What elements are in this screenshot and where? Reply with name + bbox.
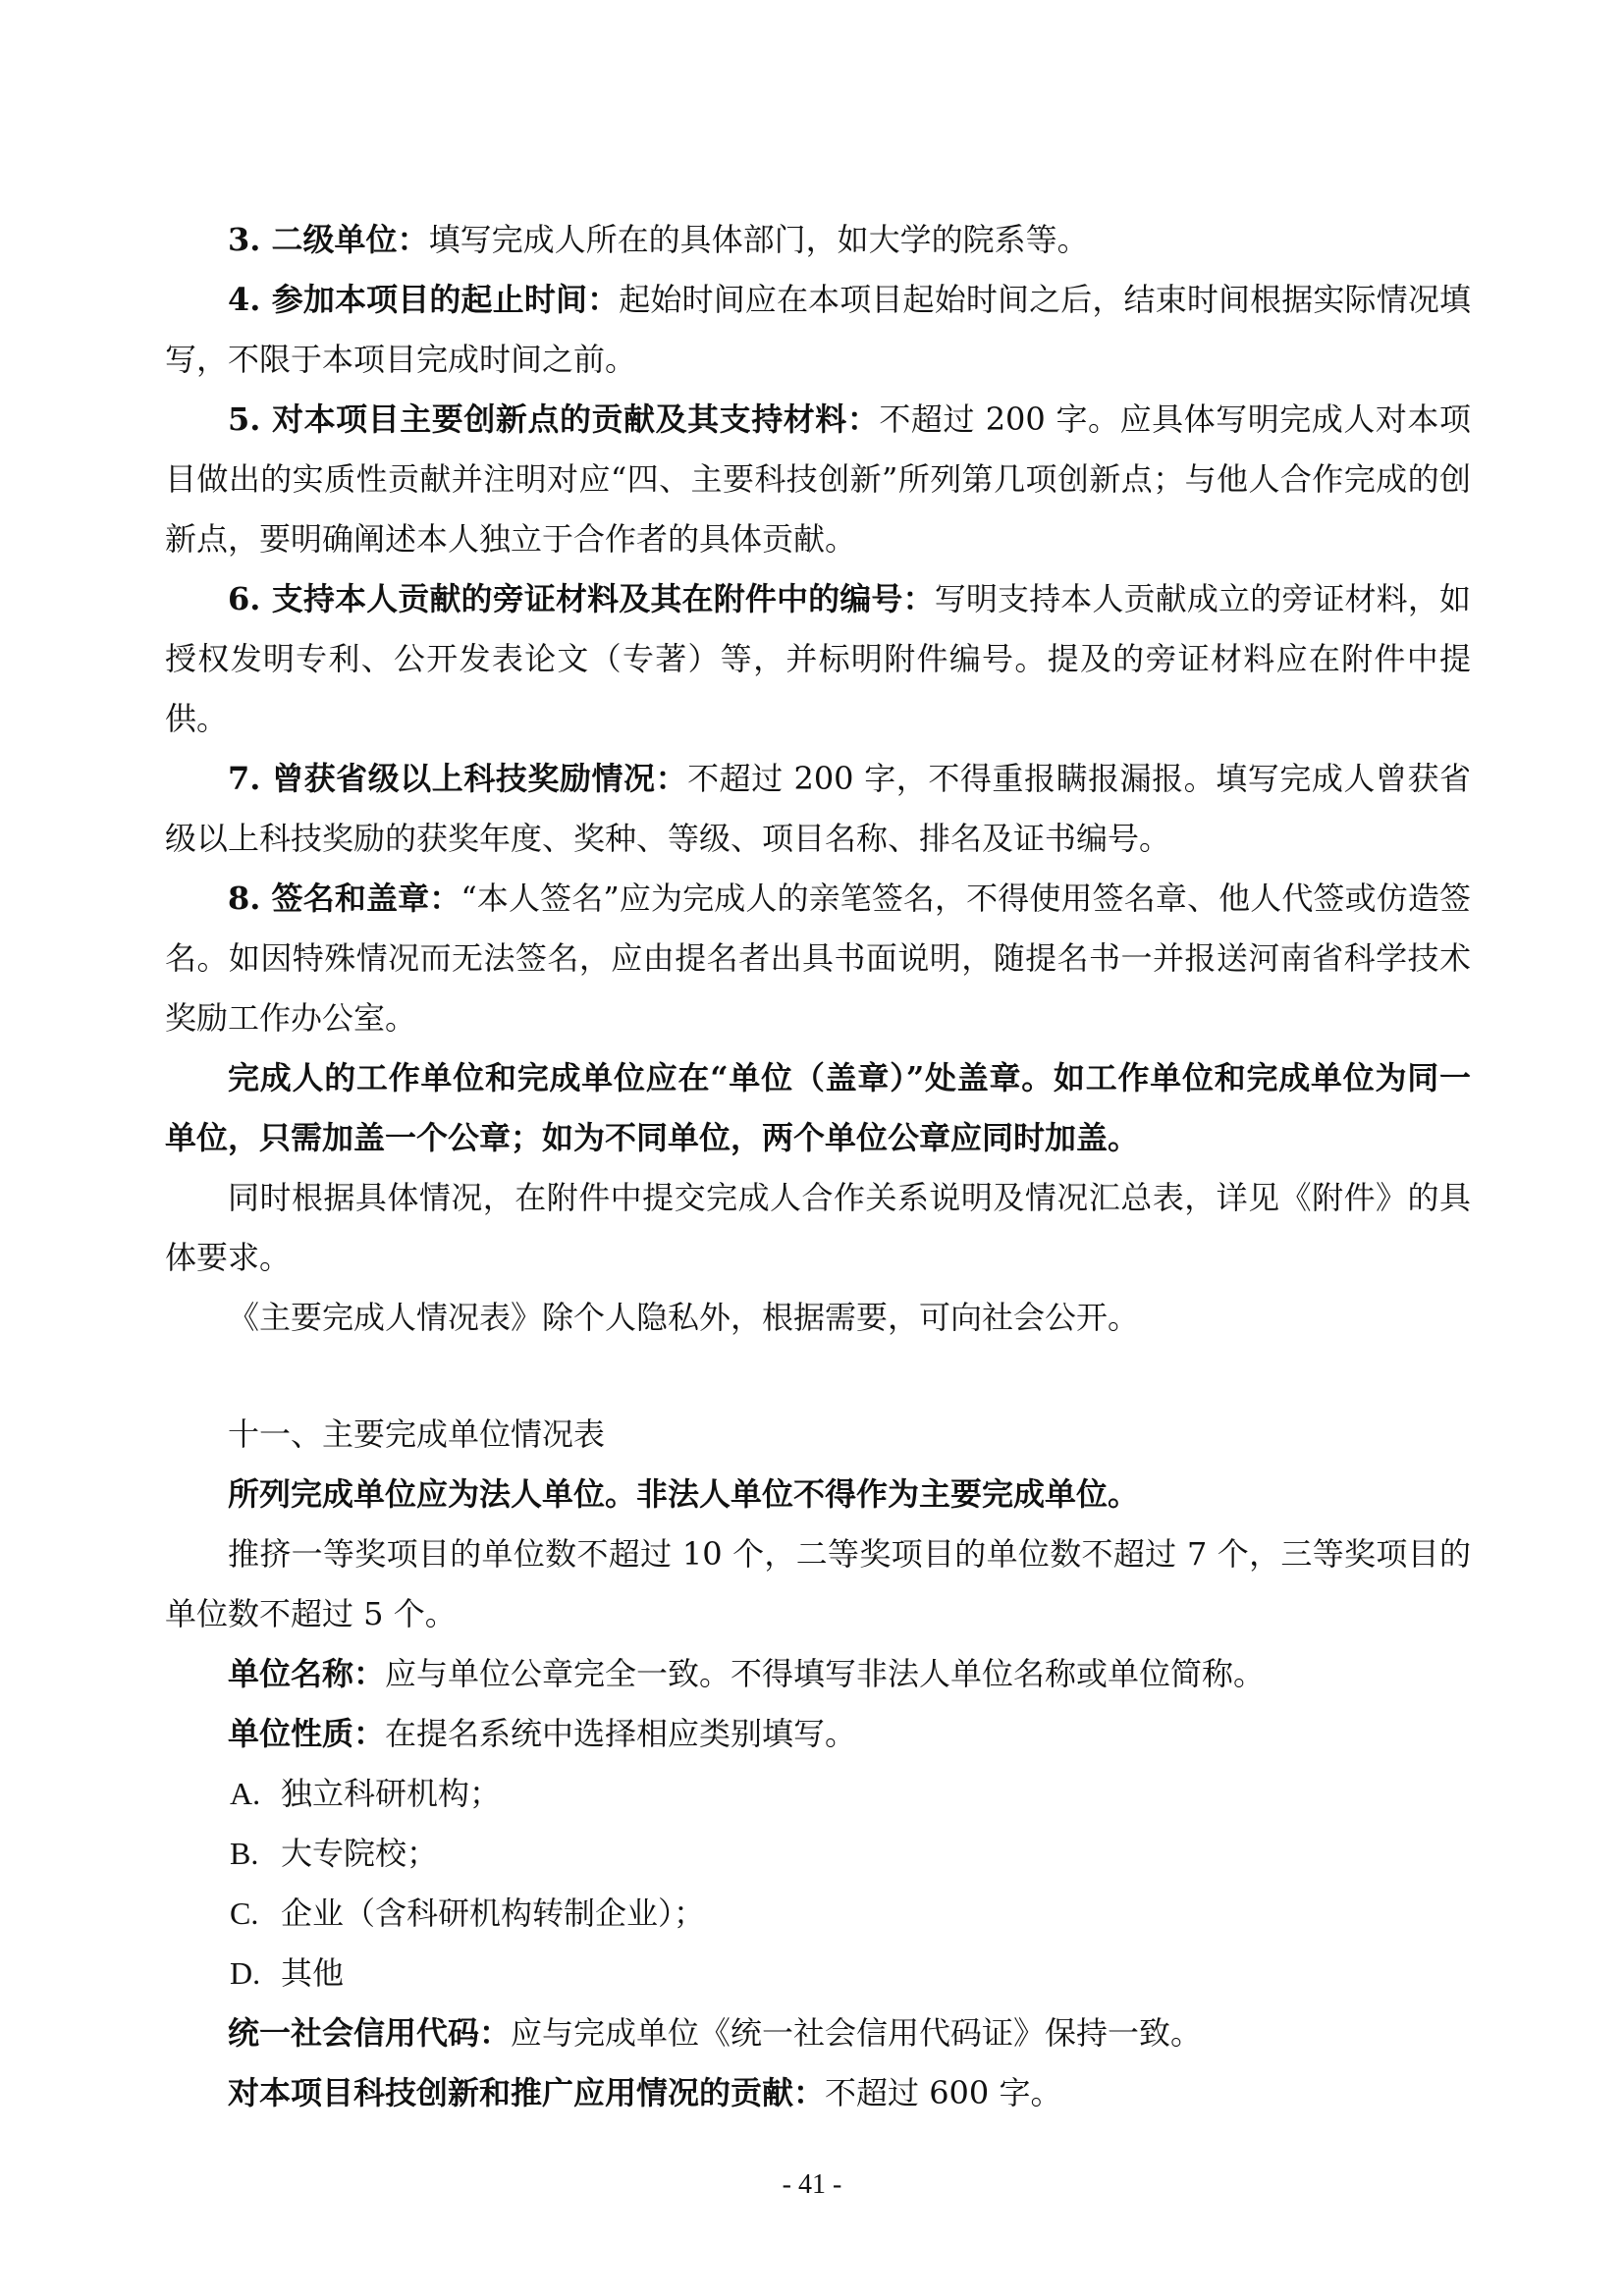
paragraph-text: 写明支持本人贡献成立的旁证材料，如授权发明专利、公开发表论文（专著）等，并标明附件编号。提及的旁证材料应在附件中提供。 — [165, 580, 1471, 737]
paragraph-innovation-contribution — [165, 390, 1471, 569]
paragraph-text: “本人签名”应为完成人的亲笔签名，不得使用签名章、他人代签或仿造签名。如因特殊情况而无法签名，应由提名者出具书面说明，随提名书一并报送河南省科学技术奖励工作办公室。 — [165, 880, 1471, 1037]
unit-nature-text: 在提名系统中选择相应类别填写。 — [385, 1715, 857, 1752]
contribution-text: 不超过 600 字。 — [825, 2074, 1062, 2111]
paragraph-text: 不超过 200 字。应具体写明完成人对本项目做出的实质性贡献并注明对应“四、主要科技创新”所列第几项创新点；与他人合作完成的创新点，要明确阐述本人独立于合作者的具体贡献。 — [165, 400, 1471, 558]
unit-requirement: 所列完成单位应为法人单位。非法人单位不得作为主要完成单位。 — [228, 1475, 1140, 1513]
paragraph-label: 8. 签名和盖章： — [228, 880, 461, 917]
unit-name-rule — [165, 1644, 1471, 1704]
unit-nature-option-a — [165, 1764, 1471, 1824]
option-text: 独立科研机构； — [281, 1775, 502, 1812]
page-number: - 41 - — [782, 2169, 842, 2200]
paragraph-prior-awards — [165, 749, 1471, 869]
paragraph-text: 起始时间应在本项目起始时间之后，结束时间根据实际情况填写，不限于本项目完成时间之前。 — [165, 281, 1471, 378]
unit-nature-option-b — [165, 1824, 1471, 1884]
credit-code-label: 统一社会信用代码： — [228, 2014, 512, 2052]
section-title: 十一、主要完成单位情况表 — [228, 1415, 606, 1453]
unit-nature-option-d — [165, 1944, 1471, 2003]
paragraph-supporting-materials — [165, 569, 1471, 749]
privacy-note: 《主要完成人情况表》除个人隐私外，根据需要，可向社会公开。 — [228, 1299, 1140, 1336]
paragraph-label: 7. 曾获省级以上科技奖励情况： — [228, 760, 688, 797]
credit-code-text: 应与完成单位《统一社会信用代码证》保持一致。 — [511, 2014, 1203, 2052]
contribution-label: 对本项目科技创新和推广应用情况的贡献： — [228, 2074, 826, 2111]
unit-count-note: 推挤一等奖项目的单位数不超过 10 个，二等奖项目的单位数不超过 7 个，三等奖项目的单位数不超过 5 个。 — [165, 1535, 1471, 1632]
credit-code-rule — [165, 2003, 1471, 2063]
paragraph-label: 6. 支持本人贡献的旁证材料及其在附件中的编号： — [228, 580, 935, 617]
contribution-rule — [165, 2063, 1471, 2123]
unit-name-text: 应与单位公章完全一致。不得填写非法人单位名称或单位简称。 — [385, 1655, 1266, 1692]
option-text: 大专院校； — [281, 1835, 439, 1872]
option-letter: B. — [230, 1836, 259, 1871]
unit-nature-rule — [165, 1704, 1471, 1764]
attachment-note: 同时根据具体情况，在附件中提交完成人合作关系说明及情况汇总表，详见《附件》的具体要求。 — [165, 1179, 1471, 1276]
paragraph-participation-period — [165, 270, 1471, 390]
unit-nature-label: 单位性质： — [228, 1715, 386, 1752]
paragraph-label: 4. 参加本项目的起止时间： — [228, 281, 620, 318]
option-letter: D. — [230, 1955, 261, 1991]
unit-nature-option-c — [165, 1884, 1471, 1944]
option-letter: C. — [230, 1896, 259, 1931]
document-body — [165, 210, 1471, 2123]
seal-notice: 完成人的工作单位和完成单位应在“单位（盖章）”处盖章。如工作单位和完成单位为同一单位，只需加盖一个公章；如为不同单位，两个单位公章应同时加盖。 — [165, 1059, 1471, 1156]
paragraph-label: 3. 二级单位： — [228, 221, 429, 258]
paragraph-text: 不超过 200 字，不得重报瞒报漏报。填写完成人曾获省级以上科技奖励的获奖年度、奖种、等级、项目名称、排名及证书编号。 — [165, 760, 1471, 857]
option-letter: A. — [230, 1776, 261, 1811]
paragraph-text: 填写完成人所在的具体部门，如大学的院系等。 — [428, 221, 1089, 258]
paragraph-label: 5. 对本项目主要创新点的贡献及其支持材料： — [228, 400, 880, 438]
section-gap — [165, 1348, 1471, 1405]
paragraph-signature-seal — [165, 869, 1471, 1048]
option-text: 企业（含科研机构转制企业）； — [281, 1895, 706, 1932]
option-text: 其他 — [281, 1954, 345, 1992]
paragraph-secondary-unit — [165, 210, 1471, 270]
unit-name-label: 单位名称： — [228, 1655, 386, 1692]
